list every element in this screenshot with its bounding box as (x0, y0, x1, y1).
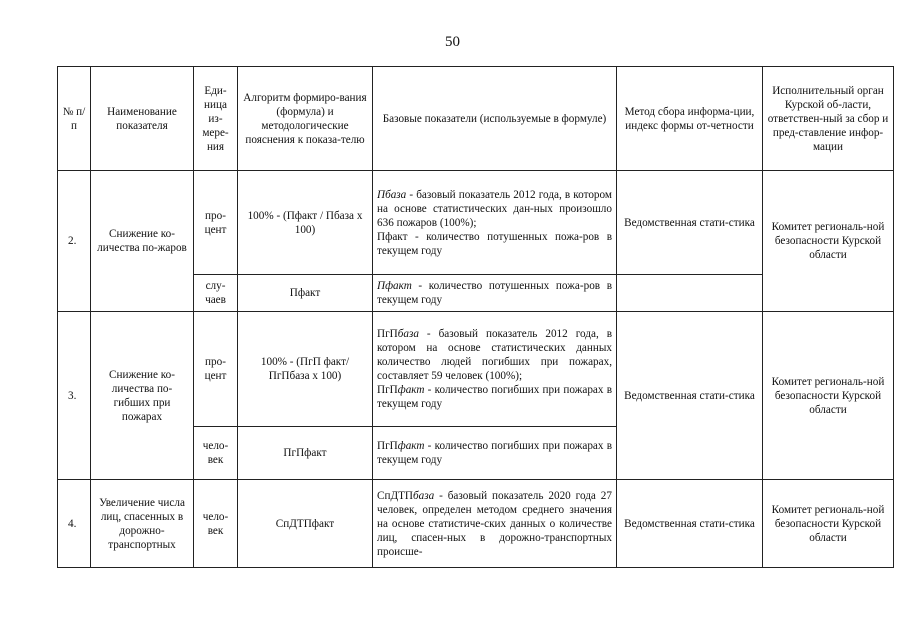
collection-method-empty (617, 275, 763, 312)
unit: чело-век (194, 427, 238, 480)
algorithm: СпДТПфакт (238, 480, 373, 568)
table-header-row (58, 67, 894, 171)
base-prefix: ПгП (377, 384, 398, 396)
unit: про-цент (194, 312, 238, 427)
base-prefix: ПгП (377, 440, 398, 452)
base-text: - количество потушенных пожа-ров в текущем году (377, 230, 612, 257)
base-text: - базовый показатель 2012 года, в котором на основе статистических дан-ных произошло 636 пожаров (100%); (377, 188, 612, 229)
table-row (58, 312, 894, 427)
algorithm: Пфакт (238, 275, 373, 312)
base-indicators (373, 427, 617, 480)
base-text: - количество погибших при пожарах в текущем году (377, 384, 612, 410)
base-prefix: СпДТП (377, 489, 413, 502)
collection-method: Ведомственная стати-стика (617, 480, 763, 568)
base-text: - количество погибших при пожарах в текущем году (377, 440, 612, 466)
header-method: Метод сбора информа-ции, индекс формы от-четности (617, 67, 763, 171)
base-indicators (373, 275, 617, 312)
unit: чело-век (194, 480, 238, 568)
page-number: 50 (445, 34, 460, 50)
header-body: Исполнительный орган Курской об-ласти, ответствен-ный за сбор и пред-ставление инфор-мации (763, 67, 894, 171)
indicators-table (57, 66, 894, 568)
table-row (58, 171, 894, 275)
base-indicators (373, 480, 617, 568)
indicator-name: Снижение ко-личества по-жаров (91, 171, 194, 312)
row-number: 2. (58, 171, 91, 312)
base-indicators (373, 171, 617, 275)
base-term: Пфакт (377, 230, 408, 243)
algorithm: 100% - (Пфакт / Пбаза х 100) (238, 171, 373, 275)
indicator-name: Увеличение числа лиц, спасенных в дорожно-транспортных (91, 480, 194, 568)
base-term: Пбаза (377, 188, 407, 201)
base-term: факт (397, 440, 425, 452)
base-indicators (373, 312, 617, 427)
row-number: 4. (58, 480, 91, 568)
unit: про-цент (194, 171, 238, 275)
responsible-body: Комитет региональ-ной безопасности Курской области (763, 171, 894, 312)
base-term: Пфакт (377, 280, 412, 292)
row-number: 3. (58, 312, 91, 480)
base-term: факт (397, 384, 425, 396)
table-row (58, 480, 894, 568)
header-base: Базовые показатели (используемые в формуле) (373, 67, 617, 171)
responsible-body: Комитет региональ-ной безопасности Курской области (763, 480, 894, 568)
unit: слу-чаев (194, 275, 238, 312)
algorithm: ПгПфакт (238, 427, 373, 480)
base-text: - базовый показатель 2012 года, в котором на основе статистических данных количество людей погибших при пожарах, составляет 59 человек (100%); (377, 328, 612, 382)
header-num: № п/п (58, 67, 91, 171)
header-algorithm: Алгоритм формиро-вания (формула) и методологические пояснения к показа-телю (238, 67, 373, 171)
base-term: база (397, 328, 419, 340)
algorithm: 100% - (ПгП факт/ ПгПбаза х 100) (238, 312, 373, 427)
base-text: - количество потушенных пожа-ров в текущем году (377, 280, 612, 306)
collection-method: Ведомственная стати-стика (617, 312, 763, 480)
header-name: Наименование показателя (91, 67, 194, 171)
responsible-body: Комитет региональ-ной безопасности Курской области (763, 312, 894, 480)
collection-method: Ведомственная стати-стика (617, 171, 763, 275)
base-term: база (413, 489, 435, 502)
base-text: - базовый показатель 2020 года 27 человек, определен методом среднего значения на основе статистиче-ских данных о количестве лиц, спасен-ных в дорожно-транспортных происше- (377, 489, 612, 558)
header-unit: Еди-ница из-мере-ния (194, 67, 238, 171)
base-prefix: ПгП (377, 328, 398, 340)
indicator-name: Снижение ко-личества по-гибших при пожарах (91, 312, 194, 480)
